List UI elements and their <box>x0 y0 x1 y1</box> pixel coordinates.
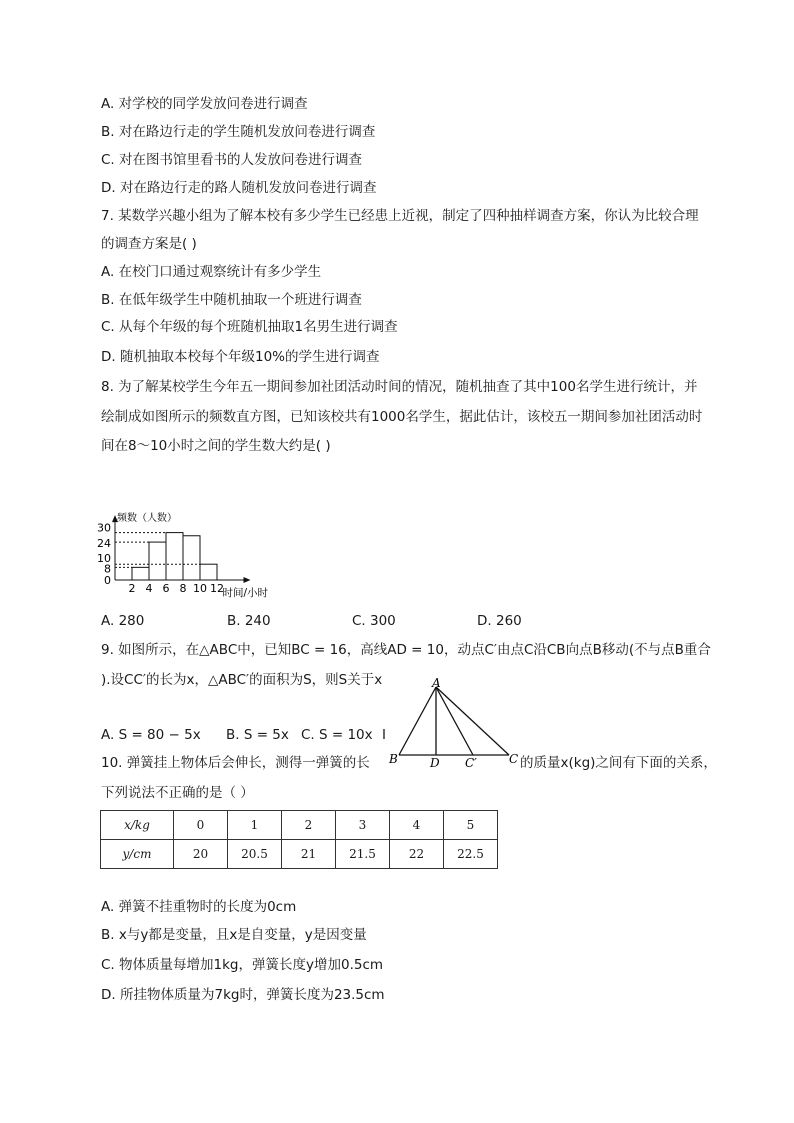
frequency-histogram <box>95 460 285 600</box>
histogram-bar <box>166 533 183 580</box>
q8-stem-line2: 绘制成如图所示的频数直方图，已知该校共有1000名学生，据此估计，该校五一期间参加社团活动时 <box>101 409 703 425</box>
x-tick-label: 12 <box>210 582 224 595</box>
q8-option-c: C. 300 <box>352 613 396 629</box>
table-cell: 3 <box>336 811 390 840</box>
q10-option-a: A. 弹簧不挂重物时的长度为0cm <box>101 899 297 915</box>
table-row <box>101 811 498 840</box>
label-c: C <box>509 752 519 766</box>
q10-stem-line1b: 的质量x(kg)之间有下面的关系， <box>520 755 717 771</box>
histogram-bar <box>149 542 166 580</box>
q7-option-c: C. 从每个年级的每个班随机抽取1名男生进行调查 <box>101 319 398 335</box>
q8-option-b: B. 240 <box>227 613 271 629</box>
q8-stem-line3: 间在8～10小时之间的学生数大约是( ) <box>101 438 331 454</box>
q7-option-a: A. 在校门口通过观察统计有多少学生 <box>101 264 322 280</box>
q10-stem-line1a: 10. 弹簧挂上物体后会伸长，测得一弹簧的长 <box>101 755 370 771</box>
table-cell: 21 <box>282 840 336 869</box>
q6-option-c: C. 对在图书馆里看书的人发放问卷进行调查 <box>101 152 363 168</box>
label-b: B <box>389 752 398 766</box>
y-tick-label: 24 <box>97 537 111 551</box>
q8-option-d: D. 260 <box>477 613 522 629</box>
q6-option-b: B. 对在路边行走的学生随机发放问卷进行调查 <box>101 124 376 140</box>
label-a: A <box>432 676 441 690</box>
y-axis-title: 频数（人数） <box>117 513 177 525</box>
table-cell: 20 <box>174 840 228 869</box>
table-cell: 0 <box>174 811 228 840</box>
table-cell: 21.5 <box>336 840 390 869</box>
q7-option-d: D. 随机抽取本校每个年级10%的学生进行调查 <box>101 349 380 365</box>
y-tick-label: 8 <box>104 562 111 576</box>
label-c-prime: C′ <box>465 756 477 770</box>
mass-length-table <box>100 810 498 869</box>
q7-option-b: B. 在低年级学生中随机抽取一个班进行调查 <box>101 292 362 308</box>
q10-option-d: D. 所挂物体质量为7kg时，弹簧长度为23.5cm <box>101 987 385 1003</box>
x-axis-arrow <box>244 577 251 583</box>
q8-option-a: A. 280 <box>101 613 145 629</box>
y-tick-label: 30 <box>97 521 111 535</box>
histogram-bar <box>200 564 217 580</box>
table-cell: y/cm <box>101 840 174 869</box>
q9-stem-line2: ).设CC′的长为x，△ABC′的面积为S，则S关于x <box>101 672 383 688</box>
x-tick-label: 6 <box>162 582 170 595</box>
q6-option-a: A. 对学校的同学发放问卷进行调查 <box>101 96 308 112</box>
x-tick-label: 2 <box>128 582 136 595</box>
y-tick-label: 10 <box>97 552 111 566</box>
label-d: D <box>430 756 440 770</box>
table-cell: 20.5 <box>228 840 282 869</box>
table-row <box>101 840 498 869</box>
q9-stem-line1: 9. 如图所示，在△ABC中，已知BC = 16，高线AD = 10，动点C′由点C沿CB向点B移动(不与点B重合 <box>101 642 711 658</box>
x-axis-title: 时间/小时 <box>222 587 269 599</box>
q10-stem-line2: 下列说法不正确的是（ ） <box>101 785 254 801</box>
table-cell: x/kg <box>101 811 174 840</box>
x-tick-label: 8 <box>179 582 187 595</box>
x-tick-label: 4 <box>145 582 153 595</box>
x-tick-label: 10 <box>193 582 207 595</box>
q8-stem-line1: 8. 为了解某校学生今年五一期间参加社团活动时间的情况，随机抽查了其中100名学生进行统计，并 <box>101 379 698 395</box>
q9-option-b: B. S = 5x <box>226 727 289 743</box>
y-tick-label: 0 <box>104 574 111 587</box>
q7-stem-line2: 的调查方案是( ) <box>101 236 197 252</box>
q7-stem-line1: 7. 某数学兴趣小组为了解本校有多少学生已经患上近视，制定了四种抽样调查方案，你认为比较合理 <box>101 208 699 224</box>
table-cell: 2 <box>282 811 336 840</box>
q6-option-d: D. 对在路边行走的路人随机发放问卷进行调查 <box>101 180 377 196</box>
table-cell: 4 <box>390 811 444 840</box>
q9-option-a: A. S = 80 − 5x <box>101 727 201 743</box>
table-cell: 5 <box>444 811 498 840</box>
histogram-bar <box>132 567 149 580</box>
q9-option-c: C. S = 10x <box>301 727 373 743</box>
table-cell: 1 <box>228 811 282 840</box>
triangle-abc-figure <box>385 675 525 775</box>
q10-option-b: B. x与y都是变量，且x是自变量，y是因变量 <box>101 927 367 943</box>
table-cell: 22 <box>390 840 444 869</box>
table-cell: 22.5 <box>444 840 498 869</box>
histogram-bar <box>183 536 200 580</box>
q9-option-d-partial: I <box>382 727 386 743</box>
q10-option-c: C. 物体质量每增加1kg，弹簧长度y增加0.5cm <box>101 957 384 973</box>
